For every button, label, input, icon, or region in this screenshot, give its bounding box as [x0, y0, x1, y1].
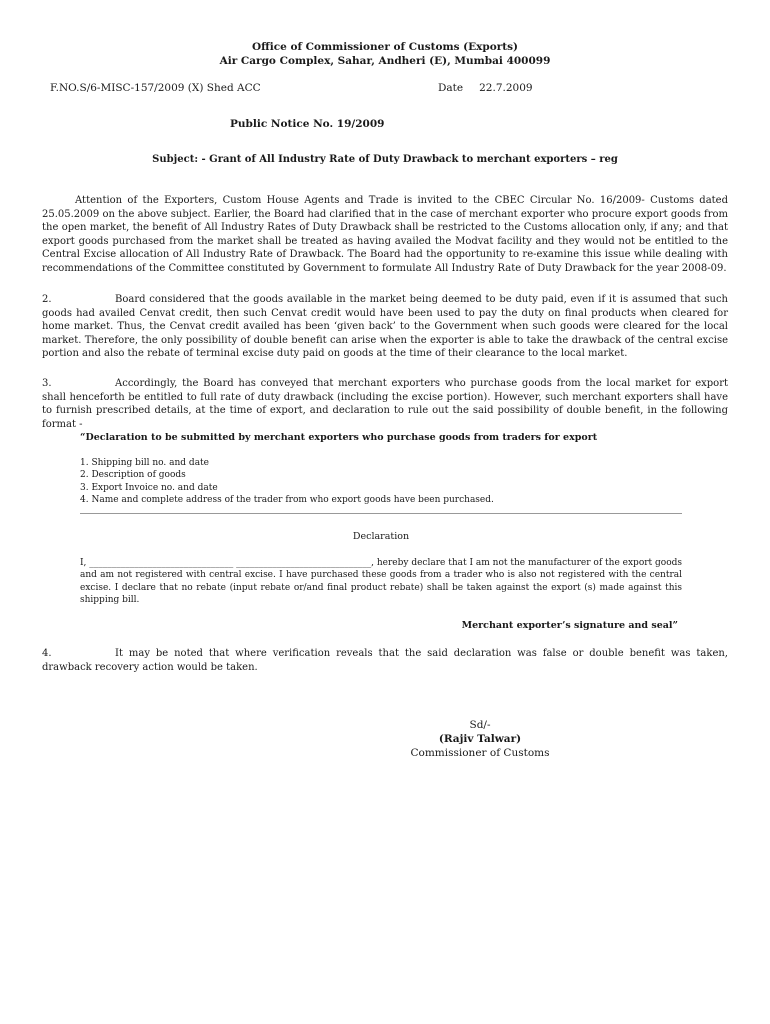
office-name: Office of Commissioner of Customs (Exports)	[252, 41, 518, 53]
signatory-name: (Rajiv Talwar)	[438, 733, 522, 745]
paragraph-3	[42, 377, 728, 431]
public-notice-title: Public Notice No. 19/2009	[230, 118, 385, 130]
signature-block	[380, 718, 580, 760]
notice-date	[438, 82, 533, 94]
divider	[80, 513, 682, 514]
declaration-text: I, ________________________________ ______________________________, hereby declare that I am not the manufacturer of the export goods and am not registered with central excise. I have purchased these goods from a trader who is also not registered with the central excise. I declare that no rebate (input rebate or/and final product rebate) shall be taken against the export (s) made against this shipping bill.	[80, 558, 682, 605]
declaration-format-title: “Declaration to be submitted by merchant exporters who purchase goods from traders for export	[80, 432, 598, 443]
signatory-designation: Commissioner of Customs	[410, 747, 550, 759]
list-item: 2. Description of goods	[80, 470, 186, 481]
paragraph-4	[42, 647, 728, 674]
list-item: 4. Name and complete address of the trader from who export goods have been purchased.	[80, 494, 494, 505]
subject-line: Subject: - Grant of All Industry Rate of Duty Drawback to merchant exporters – reg	[152, 154, 618, 165]
paragraph-number: 4.	[42, 648, 52, 659]
paragraph-text: Accordingly, the Board has conveyed that merchant exporters who purchase goods from the local market for export shall henceforth be entitled to full rate of duty drawback (including the excise portion). However, such merchant exporters shall have to furnish prescribed details, at the time of export, and declaration to rule out the said possibility of double benefit, in the following format -	[42, 378, 728, 430]
paragraph-1: Attention of the Exporters, Custom House Agents and Trade is invited to the CBEC Circular No. 16/2009- Customs dated 25.05.2009 on the above subject. Earlier, the Board had clarified that in the case of merchant exporter who procure export goods from the open market, the benefit of All Industry Rates of Duty Drawback shall be restricted to the Customs allocation only, if any; and that export goods purchased from the market shall be treated as having availed the Modvat facility and they would not be entitled to the Central Excise allocation of All Industry Rate of Drawback. The Board had the opportunity to re-examine this issue while dealing with recommendations of the Committee constituted by Government to formulate All Industry Rate of Duty Drawback for the year 2008-09.	[42, 195, 728, 274]
date-label: Date	[438, 82, 464, 94]
paragraph-text: Board considered that the goods available in the market being deemed to be duty paid, even if it is assumed that such goods had availed Cenvat credit, then such Cenvat credit would have been used to pay the duty on final products when cleared for home market. Thus, the Cenvat credit availed has been ‘given back’ to the Government when such goods were cleared for the local market. Therefore, the only possibility of double benefit can arise when the exporter is able to take the drawback of the central excise portion and also the rebate of terminal excise duty paid on goods at the time of their clearance to the local market.	[42, 294, 728, 360]
list-item: 3. Export Invoice no. and date	[80, 482, 218, 493]
office-address: Air Cargo Complex, Sahar, Andheri (E), Mumbai 400099	[219, 55, 551, 67]
paragraph-2	[42, 293, 728, 361]
paragraph-number: 3.	[42, 378, 52, 389]
merchant-signature-line: Merchant exporter’s signature and seal”	[461, 620, 678, 631]
paragraph-number: 2.	[42, 294, 52, 305]
paragraph-text: It may be noted that where verification reveals that the said declaration was false or double benefit was taken, drawback recovery action would be taken.	[42, 648, 728, 673]
required-details-list	[80, 457, 494, 506]
office-header	[0, 40, 770, 68]
file-number: F.NO.S/6-MISC-157/2009 (X) Shed ACC	[50, 82, 261, 94]
signed-mark: Sd/-	[469, 719, 491, 731]
date-value: 22.7.2009	[479, 82, 533, 94]
declaration-heading: Declaration	[352, 531, 410, 542]
list-item: 1. Shipping bill no. and date	[80, 458, 209, 468]
